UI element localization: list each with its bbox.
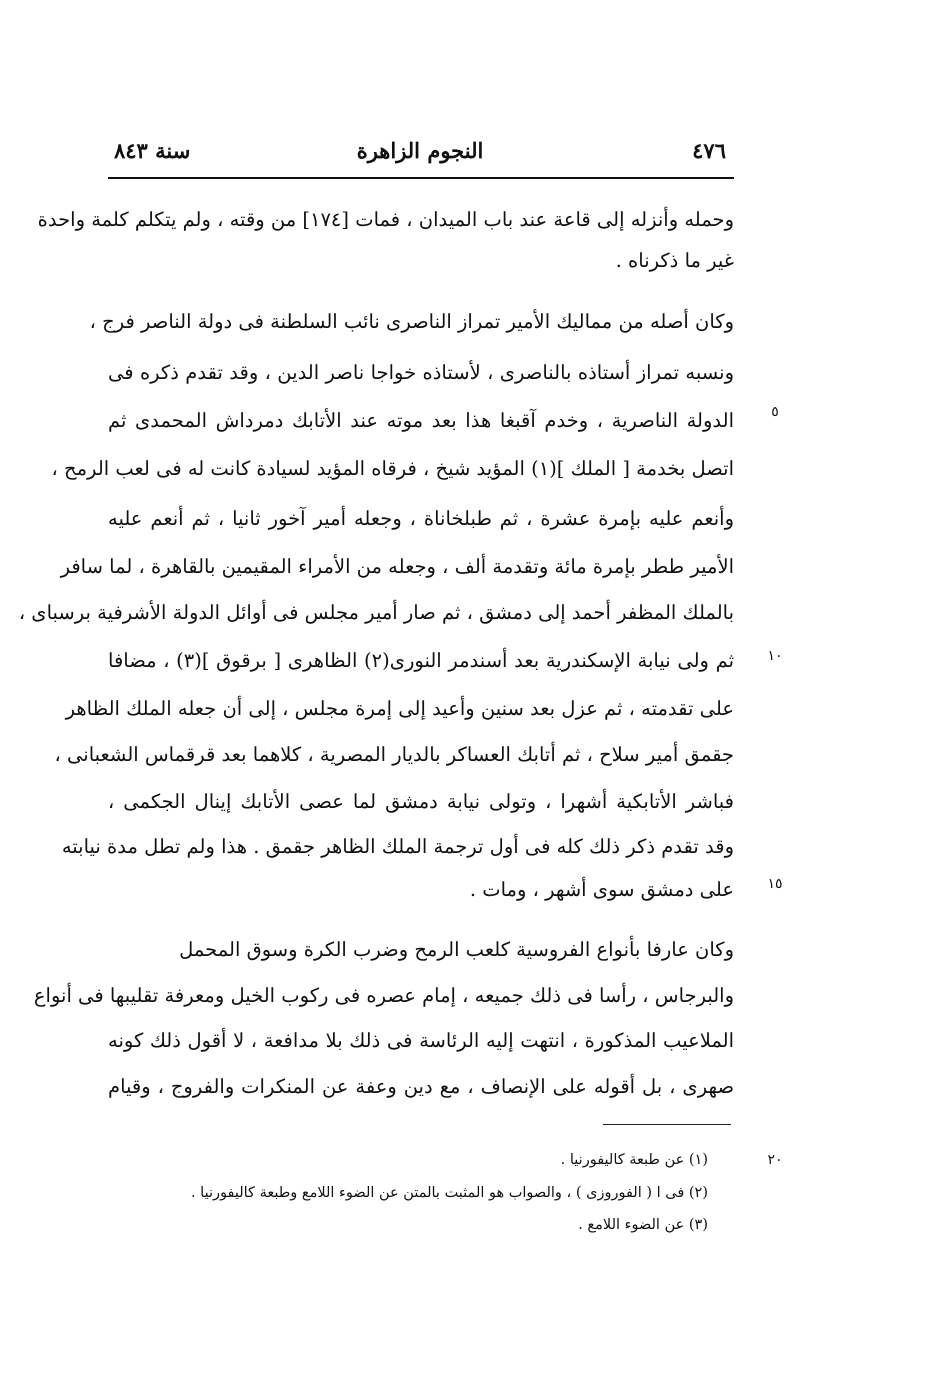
text-line: الأمير ططر بإمرة مائة وتقدمة ألف ، وجعله من الأمراء المقيمين بالقاهرة ، لما سافر [60,555,734,578]
text-line: على تقدمته ، ثم عزل بعد سنين وأعيد إلى إمرة مجلس ، إلى أن جعله الملك الظاهر [65,697,734,720]
text-line: جقمق أمير سلاح ، ثم أتابك العساكر بالديار المصرية ، كلاهما بعد قرقماس الشعبانى ، [54,743,734,766]
text-line: وأنعم عليه بإمرة عشرة ، ثم طبلخاناة ، وجعله أمير آخور ثانيا ، ثم أنعم عليه [108,507,734,530]
line-number: ١٠ [767,648,783,664]
text-line: وكان أصله من مماليك الأمير تمراز الناصرى نائب السلطنة فى دولة الناصر فرج ، [89,310,734,333]
line-number: ١٥ [767,876,783,892]
footnote: (١) عن طبعة كاليفورنيا . [560,1152,708,1168]
running-year: سنة ٨٤٣ [114,138,191,163]
footnote-rule [603,1124,731,1125]
text-line: صهرى ، بل أقوله على الإنصاف ، مع دين وعفة عن المنكرات والفروج ، وقيام [108,1075,734,1098]
line-number: ٥ [771,404,779,420]
running-title: النجوم الزاهرة [356,138,484,163]
line-number: ٢٠ [767,1152,783,1168]
text-line: ونسبه تمراز أستاذه بالناصرى ، لأستاذه خواجا ناصر الدين ، وقد تقدم ذكره فى [108,361,734,384]
text-line: اتصل بخدمة [ الملك ](١) المؤيد شيخ ، فرقاه المؤيد لسيادة كانت له فى لعب الرمح ، [51,457,734,480]
text-line: وقد تقدم ذكر ذلك كله فى أول ترجمة الملك الظاهر جقمق . هذا ولم تطل مدة نيابته [61,835,734,858]
text-line: على دمشق سوى أشهر ، ومات . [469,878,734,901]
text-line: الدولة الناصرية ، وخدم آقبغا هذا بعد موته عند الأتابك دمرداش المحمدى ثم [108,409,734,432]
text-line: وحمله وأنزله إلى قاعة عند باب الميدان ، فمات [١٧٤] من وقته ، ولم يتكلم كلمة واحدة [37,208,734,231]
footnote: (٢) فى ا ( الفوروزى ) ، والصواب هو المثبت بالمتن عن الضوء اللامع وطبعة كاليفورنيا . [190,1185,708,1201]
footnote: (٣) عن الضوء اللامع . [578,1217,708,1233]
text-line: فباشر الأتابكية أشهرا ، وتولى نيابة دمشق لما عصى الأتابك إينال الجكمى ، [108,790,734,813]
page-header [108,138,732,168]
text-line: والبرجاس ، رأسا فى ذلك جميعه ، إمام عصره فى ركوب الخيل ومعرفة تقليبها فى أنواع [33,984,734,1007]
header-rule [108,177,734,179]
text-line: وكان عارفا بأنواع الفروسية كلعب الرمح وضرب الكرة وسوق المحمل [179,938,734,961]
page-number: ٤٧٦ [692,138,726,163]
text-line: بالملك المظفر أحمد إلى دمشق ، ثم صار أمير مجلس فى أوائل الدولة الأشرفية برسباى ، [18,601,734,624]
text-line: الملاعيب المذكورة ، انتهت إليه الرئاسة فى ذلك بلا مدافعة ، لا أقول ذلك كونه [108,1029,734,1052]
text-line: غير ما ذكرناه . [615,249,734,272]
text-line: ثم ولى نيابة الإسكندرية بعد أسندمر النورى(٢) الظاهرى [ برقوق ](٣) ، مضافا [108,649,734,672]
